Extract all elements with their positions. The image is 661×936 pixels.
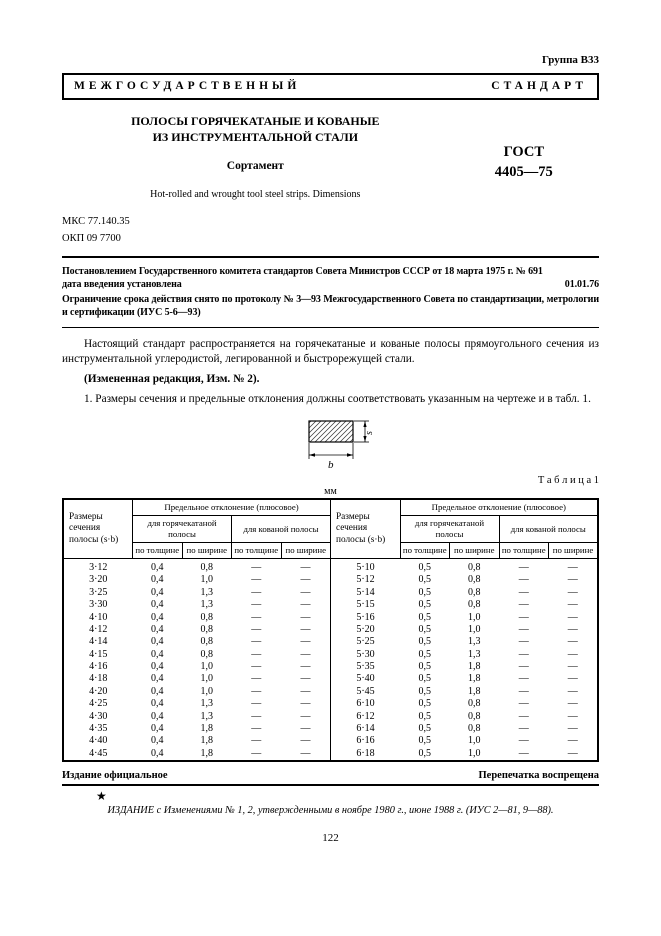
- banner-word-1: МЕЖГОСУДАРСТВЕННЫЙ: [74, 80, 301, 92]
- arrowhead-top-icon: [363, 421, 366, 427]
- deviation-cell: 1,3: [468, 636, 481, 648]
- size-cell: 4·45: [89, 747, 108, 759]
- deviation-cell: —: [567, 673, 578, 685]
- deviation-cell: —: [300, 698, 311, 710]
- deviation-cell: 0,4: [151, 574, 164, 586]
- cross-section-drawing: [279, 415, 383, 473]
- size-cell: 3·30: [89, 599, 108, 611]
- deviation-cell: —: [567, 661, 578, 673]
- deviation-cell: 0,4: [151, 735, 164, 747]
- size-cell: 6·18: [330, 748, 400, 761]
- size-cell: 4·35: [89, 723, 108, 735]
- deviation-cell: 1,8: [468, 673, 481, 685]
- deviation-cell: 1,3: [200, 586, 214, 598]
- table-row: [63, 710, 598, 722]
- deviation-cell: 1,0: [200, 673, 214, 685]
- title-left-column: [62, 113, 449, 200]
- star-icon: ★: [96, 788, 107, 803]
- title-line-2: ИЗ ИНСТРУМЕНТАЛЬНОЙ СТАЛИ: [152, 130, 359, 145]
- table-row: [63, 599, 598, 611]
- size-cell: 6·10: [330, 698, 400, 710]
- banner-word-2: СТАНДАРТ: [491, 80, 587, 92]
- size-cell: 4·15: [89, 648, 108, 660]
- deviation-cell: 0,5: [418, 747, 432, 759]
- deviation-cell: 1,8: [200, 747, 214, 759]
- deviation-cell: —: [518, 747, 529, 759]
- classification-codes: [62, 214, 599, 247]
- deviation-cell: 0,5: [418, 562, 432, 574]
- table-row: [63, 661, 598, 673]
- deviation-cell: 0,4: [151, 710, 164, 722]
- deviation-cell: —: [300, 710, 311, 722]
- deviation-cell: —: [567, 710, 578, 722]
- col-header-size-left: Размеры сечения полосы (s·b): [63, 499, 133, 558]
- deviation-cell: 0,5: [418, 673, 432, 685]
- deviation-cell: 0,8: [468, 698, 481, 710]
- deviation-cell: —: [251, 574, 262, 586]
- deviation-cell: 1,8: [468, 685, 481, 697]
- col-header-width: по ширине: [548, 543, 598, 559]
- gost-number: 4405—75: [494, 163, 553, 180]
- deviation-cell: —: [567, 623, 578, 635]
- deviation-cell: 0,8: [468, 599, 481, 611]
- deviation-cell: —: [518, 611, 529, 623]
- deviation-cell: —: [300, 673, 311, 685]
- deviation-cell: 0,8: [468, 586, 481, 598]
- deviation-cell: 0,5: [418, 710, 432, 722]
- deviation-cell: —: [300, 723, 311, 735]
- table-row: [63, 611, 598, 623]
- deviation-cell: —: [567, 648, 578, 660]
- deviation-cell: —: [251, 747, 262, 759]
- deviation-cell: —: [300, 685, 311, 697]
- deviation-cell: 1,0: [468, 611, 481, 623]
- size-cell: 4·30: [89, 710, 108, 722]
- deviation-cell: —: [567, 747, 578, 759]
- table-row: [63, 686, 598, 698]
- arrowhead-left-icon: [309, 454, 315, 457]
- page-number: 122: [322, 831, 339, 844]
- size-cell: 3·12: [89, 562, 108, 574]
- size-cell: 5·45: [330, 686, 400, 698]
- col-header-deviation-right: Предельное отклонение (плюсовое): [400, 499, 598, 515]
- deviation-cell: 0,5: [418, 735, 432, 747]
- edition-note: ИЗДАНИЕ с Изменениями № 1, 2, утвержденными в ноябре 1980 г., июне 1988 г. (ИУС 2—81, 9—88).: [107, 804, 554, 816]
- deviation-cell: —: [567, 698, 578, 710]
- deviation-cell: —: [518, 562, 529, 574]
- deviation-cell: 0,5: [418, 599, 432, 611]
- deviation-cell: 0,4: [151, 661, 164, 673]
- col-header-thickness: по толщине: [400, 543, 449, 559]
- deviation-cell: 0,4: [151, 648, 164, 660]
- col-header-width: по ширине: [450, 543, 499, 559]
- size-cell: 4·16: [89, 661, 108, 673]
- col-header-hot-rolled-right: для горячекатаной полосы: [400, 516, 499, 543]
- subtitle: Сортамент: [226, 160, 284, 173]
- gost-label: ГОСТ: [503, 144, 545, 160]
- deviation-cell: 0,4: [151, 623, 164, 635]
- size-cell: 5·12: [330, 574, 400, 586]
- deviation-cell: —: [518, 723, 529, 735]
- deviation-cell: 0,5: [418, 611, 432, 623]
- deviation-cell: —: [300, 648, 311, 660]
- deviation-cell: 1,8: [200, 723, 214, 735]
- deviation-cell: —: [251, 661, 262, 673]
- deviation-cell: 0,5: [418, 723, 432, 735]
- deviation-cell: —: [300, 599, 311, 611]
- col-header-thickness: по толщине: [232, 543, 281, 559]
- deviation-cell: —: [251, 586, 262, 598]
- deviation-cell: —: [300, 562, 311, 574]
- table-row: [63, 723, 598, 735]
- deviation-cell: 1,0: [200, 661, 214, 673]
- deviation-cell: —: [567, 599, 578, 611]
- deviation-cell: —: [300, 574, 311, 586]
- deviation-cell: 0,5: [418, 698, 432, 710]
- okp-code: ОКП 09 7700: [62, 232, 121, 244]
- deviation-cell: —: [567, 562, 578, 574]
- size-cell: 4·14: [89, 636, 108, 648]
- deviation-cell: 1,8: [200, 735, 214, 747]
- deviation-cell: —: [251, 723, 262, 735]
- deviation-cell: 0,4: [151, 673, 164, 685]
- size-cell: 3·25: [89, 586, 108, 598]
- size-cell: 4·12: [89, 623, 108, 635]
- table-row: [63, 649, 598, 661]
- gost-number-block: [449, 113, 599, 200]
- deviation-cell: —: [518, 636, 529, 648]
- deviation-cell: 1,0: [468, 735, 481, 747]
- english-title: Hot-rolled and wrought tool steel strips. Dimensions: [150, 189, 361, 201]
- deviation-cell: 0,8: [200, 611, 214, 623]
- col-header-width: по ширине: [182, 543, 231, 559]
- horizontal-rule-middle: [62, 327, 599, 328]
- deviation-cell: —: [300, 735, 311, 747]
- table-row: [63, 748, 598, 761]
- arrowhead-right-icon: [347, 454, 353, 457]
- deviation-cell: 0,8: [200, 562, 214, 574]
- col-header-size-right: Размеры сечения полосы (s·b): [330, 499, 400, 558]
- deviation-cell: 0,8: [468, 723, 481, 735]
- deviation-cell: —: [567, 586, 578, 598]
- size-cell: 5·25: [330, 636, 400, 648]
- deviation-cell: —: [567, 723, 578, 735]
- deviation-cell: —: [518, 648, 529, 660]
- table-row: [63, 574, 598, 586]
- col-header-thickness: по толщине: [133, 543, 182, 559]
- deviation-cell: —: [567, 636, 578, 648]
- title-block: [62, 113, 599, 200]
- paragraph-amendment: (Измененная редакция, Изм. № 2).: [84, 373, 260, 386]
- table-row: [63, 559, 598, 575]
- decree-block: [62, 265, 599, 320]
- dimensions-table: [62, 498, 599, 761]
- deviation-cell: 0,5: [418, 623, 432, 635]
- mks-code: МКС 77.140.35: [62, 216, 130, 228]
- deviation-cell: —: [518, 685, 529, 697]
- deviation-cell: 1,3: [200, 698, 214, 710]
- deviation-cell: 1,0: [200, 685, 214, 697]
- deviation-cell: 1,0: [468, 747, 481, 759]
- deviation-cell: —: [251, 648, 262, 660]
- deviation-cell: —: [251, 735, 262, 747]
- figure-container: [62, 415, 599, 473]
- document-title: [62, 113, 449, 145]
- size-cell: 5·20: [330, 624, 400, 636]
- col-header-hot-rolled-left: для горячекатаной полосы: [133, 516, 232, 543]
- deviation-cell: —: [518, 586, 529, 598]
- col-header-forged-right: для кованой полосы: [499, 516, 598, 543]
- deviation-cell: 0,4: [151, 611, 164, 623]
- size-cell: 6·12: [330, 710, 400, 722]
- standard-banner: [62, 73, 599, 100]
- size-cell: 5·40: [330, 673, 400, 685]
- deviation-cell: 0,4: [151, 685, 164, 697]
- deviation-cell: —: [567, 735, 578, 747]
- size-cell: 4·18: [89, 673, 108, 685]
- size-cell: 4·40: [89, 735, 108, 747]
- table-row: [63, 624, 598, 636]
- deviation-cell: 0,8: [468, 710, 481, 722]
- deviation-cell: —: [518, 574, 529, 586]
- deviation-cell: 0,4: [151, 586, 164, 598]
- deviation-cell: 0,4: [151, 698, 164, 710]
- deviation-cell: 0,4: [151, 562, 164, 574]
- size-cell: 5·30: [330, 649, 400, 661]
- deviation-cell: —: [251, 599, 262, 611]
- col-header-forged-left: для кованой полосы: [232, 516, 331, 543]
- deviation-cell: —: [300, 661, 311, 673]
- decree-line-2: [62, 278, 599, 292]
- deviation-cell: 0,4: [151, 747, 164, 759]
- deviation-cell: —: [251, 698, 262, 710]
- official-edition-label: Издание официальное: [62, 769, 168, 781]
- size-cell: 5·15: [330, 599, 400, 611]
- size-cell: 5·14: [330, 587, 400, 599]
- deviation-cell: 0,5: [418, 586, 432, 598]
- deviation-cell: 0,4: [151, 636, 164, 648]
- deviation-cell: 0,5: [418, 685, 432, 697]
- deviation-cell: —: [518, 623, 529, 635]
- size-cell: 5·16: [330, 611, 400, 623]
- deviation-cell: 0,8: [468, 574, 481, 586]
- deviation-cell: 1,0: [200, 574, 214, 586]
- deviation-cell: —: [518, 710, 529, 722]
- deviation-cell: 1,3: [468, 648, 481, 660]
- table-header: [63, 499, 598, 558]
- restriction-note: Ограничение срока действия снято по протоколу № 3—93 Межгосударственного Совета по стандартизации, метрологии и сертификации (ИУС 5-6—93): [62, 293, 599, 319]
- effective-date: 01.01.76: [564, 279, 599, 291]
- table-row: [63, 587, 598, 599]
- deviation-cell: 0,8: [200, 648, 214, 660]
- table-body: [63, 559, 598, 761]
- deviation-cell: —: [518, 698, 529, 710]
- col-header-width: по ширине: [281, 543, 330, 559]
- reprint-prohibited-label: Перепечатка воспрещена: [478, 769, 599, 781]
- deviation-cell: 1,3: [200, 599, 214, 611]
- deviation-cell: 0,5: [418, 648, 432, 660]
- paragraph-clause-1: 1. Размеры сечения и предельные отклонения должны соответствовать указанным на чертеже и в табл. 1.: [84, 392, 591, 405]
- deviation-cell: —: [567, 574, 578, 586]
- deviation-cell: 0,4: [151, 599, 164, 611]
- deviation-cell: —: [300, 586, 311, 598]
- width-label: b: [327, 459, 333, 472]
- horizontal-rule-top: [62, 256, 599, 258]
- deviation-cell: 0,8: [200, 623, 214, 635]
- deviation-cell: —: [300, 623, 311, 635]
- size-cell: 4·25: [89, 698, 108, 710]
- deviation-cell: —: [300, 611, 311, 623]
- deviation-cell: —: [251, 673, 262, 685]
- deviation-cell: —: [251, 562, 262, 574]
- deviation-cell: —: [251, 623, 262, 635]
- deviation-cell: —: [518, 599, 529, 611]
- table-row: [63, 735, 598, 747]
- size-cell: 5·35: [330, 661, 400, 673]
- body-text: [62, 337, 599, 407]
- deviation-cell: —: [518, 673, 529, 685]
- deviation-cell: 1,0: [468, 623, 481, 635]
- deviation-cell: 1,3: [200, 710, 214, 722]
- size-cell: 4·10: [89, 611, 108, 623]
- size-cell: 3·20: [89, 574, 108, 586]
- arrowhead-bottom-icon: [363, 436, 366, 442]
- deviation-cell: —: [300, 636, 311, 648]
- deviation-cell: —: [518, 661, 529, 673]
- deviation-cell: —: [251, 636, 262, 648]
- footer-row: [62, 770, 599, 781]
- deviation-cell: 1,8: [468, 661, 481, 673]
- decree-intro-date-text: дата введения установлена: [62, 279, 182, 291]
- size-cell: 5·10: [330, 559, 400, 575]
- table-unit: мм: [324, 486, 337, 498]
- size-cell: 6·16: [330, 735, 400, 747]
- deviation-cell: —: [251, 710, 262, 722]
- width-dimension-lines: [309, 443, 353, 459]
- deviation-cell: —: [300, 747, 311, 759]
- deviation-cell: 0,4: [151, 723, 164, 735]
- size-cell: 6·14: [330, 723, 400, 735]
- horizontal-rule-footer: [62, 784, 599, 786]
- thickness-label: s: [363, 431, 375, 436]
- paragraph-scope: Настоящий стандарт распространяется на горячекатаные и кованые полосы прямоугольного сечения из инструментальной углеродистой, легированной и быстрорежущей стали.: [62, 337, 599, 366]
- table-row: [63, 673, 598, 685]
- col-header-deviation-left: Предельное отклонение (плюсовое): [133, 499, 331, 515]
- deviation-cell: —: [518, 735, 529, 747]
- deviation-cell: 0,8: [468, 562, 481, 574]
- deviation-cell: —: [567, 611, 578, 623]
- table-row: [63, 698, 598, 710]
- deviation-cell: 0,5: [418, 636, 432, 648]
- deviation-cell: 0,5: [418, 661, 432, 673]
- deviation-cell: —: [251, 685, 262, 697]
- decree-line-1: Постановлением Государственного комитета стандартов Совета Министров СССР от 18 марта 1975 г. № 691: [62, 265, 543, 277]
- size-cell: 4·20: [89, 685, 108, 697]
- deviation-cell: 0,5: [418, 574, 432, 586]
- group-label: Группа В33: [541, 54, 599, 66]
- deviation-cell: —: [567, 685, 578, 697]
- title-line-1: ПОЛОСЫ ГОРЯЧЕКАТАНЫЕ И КОВАНЫЕ: [131, 114, 380, 128]
- deviation-cell: 0,8: [200, 636, 214, 648]
- col-header-thickness: по толщине: [499, 543, 548, 559]
- table-caption: Т а б л и ц а 1: [537, 475, 599, 487]
- deviation-cell: —: [251, 611, 262, 623]
- table-row: [63, 636, 598, 648]
